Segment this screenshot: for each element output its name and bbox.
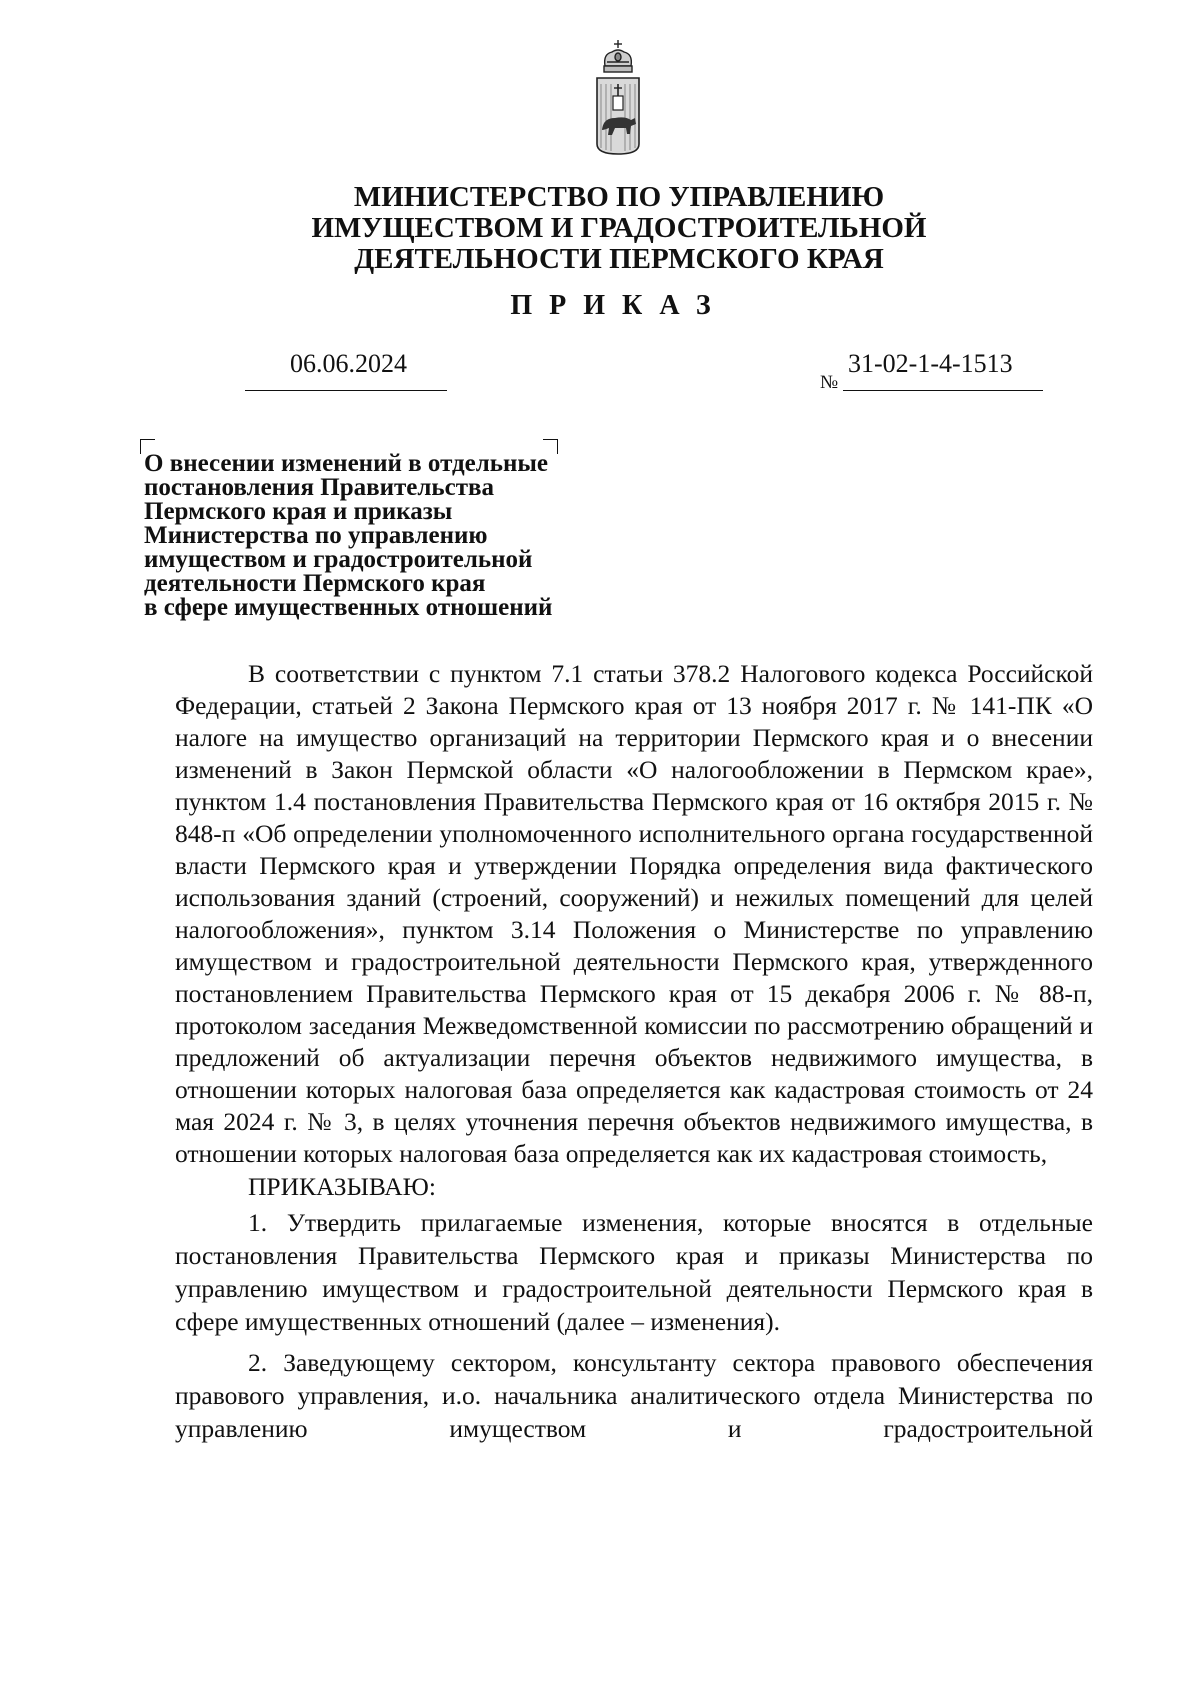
subject-line: О внесении изменений в отдельные xyxy=(144,450,549,477)
preamble-paragraph: В соответствии с пунктом 7.1 статьи 378.2 Налогового кодекса Российской Федерации, статьей 2 Закона Пермского края от 13 ноября 2017 г. № 141-ПК «О налоге на имущество организаций на территории Пермского края и о внесении изменений в Закон Пермской области «О налогообложении в Пермском крае», пунктом 1.4 постановления Правительства Пермского края от 16 октября 2015 г. № 848-п «Об определении уполномоченного исполнительного органа государственной власти Пермского края и утверждении Порядка определения вида фактического использования зданий (строений, сооружений) и нежилых помещений для целей налогообложения», пунктом 3.14 Положения о Министерстве по управлению имуществом и градостроительной деятельности Пермского края, утвержденного постановлением Правительства Пермского края от 15 декабря 2006 г. № 88-п, протоколом заседания Межведомственной комиссии по рассмотрению обращений и предложений об актуализации перечня объектов недвижимого имущества, в отношении которых налоговая база определяется как кадастровая стоимость от 24 мая 2024 г. № 3, в целях уточнения перечня объектов недвижимого имущества, в отношении которых налоговая база определяется как их кадастровая стоимость, xyxy=(175,659,1093,1168)
document-type-title: ПРИКАЗ xyxy=(510,290,728,321)
document-body xyxy=(175,658,1093,1445)
perm-krai-coat-of-arms-icon xyxy=(593,38,643,156)
subject-line: в сфере имущественных отношений xyxy=(144,594,553,621)
document-date: 06.06.2024 xyxy=(290,349,407,378)
subject-line: Пермского края и приказы xyxy=(144,498,453,525)
ministry-name-line: ДЕЯТЕЛЬНОСТИ ПЕРМСКОГО КРАЯ xyxy=(354,243,884,275)
subject-line: имуществом и градостроительной xyxy=(144,546,533,573)
decree-word: ПРИКАЗЫВАЮ: xyxy=(248,1172,436,1201)
ministry-name xyxy=(200,182,1038,275)
subject-line: деятельности Пермского края xyxy=(144,570,486,597)
order-item-1: 1. Утвердить прилагаемые изменения, которые вносятся в отдельные постановления Правительства Пермского края и приказы Министерства по управлению имуществом и градостроительной деятельности Пермского края в сфере имущественных отношений (далее – изменения). xyxy=(175,1208,1093,1336)
ministry-name-line: МИНИСТЕРСТВО ПО УПРАВЛЕНИЮ xyxy=(353,181,885,213)
ministry-name-line: ИМУЩЕСТВОМ И ГРАДОСТРОИТЕЛЬНОЙ xyxy=(311,212,927,244)
order-item-2: 2. Заведующему сектором, консультанту сектора правового обеспечения правового управления, и.о. начальника аналитического отдела Министерства по управлению имуществом и градостроительной xyxy=(175,1348,1093,1443)
document-number: 31-02-1-4-1513 xyxy=(848,349,1013,378)
number-underline xyxy=(843,390,1043,391)
number-sign: № xyxy=(820,372,839,393)
document-subject xyxy=(144,452,614,620)
subject-line: постановления Правительства xyxy=(144,474,494,501)
date-underline xyxy=(245,390,447,391)
subject-line: Министерства по управлению xyxy=(144,522,488,549)
